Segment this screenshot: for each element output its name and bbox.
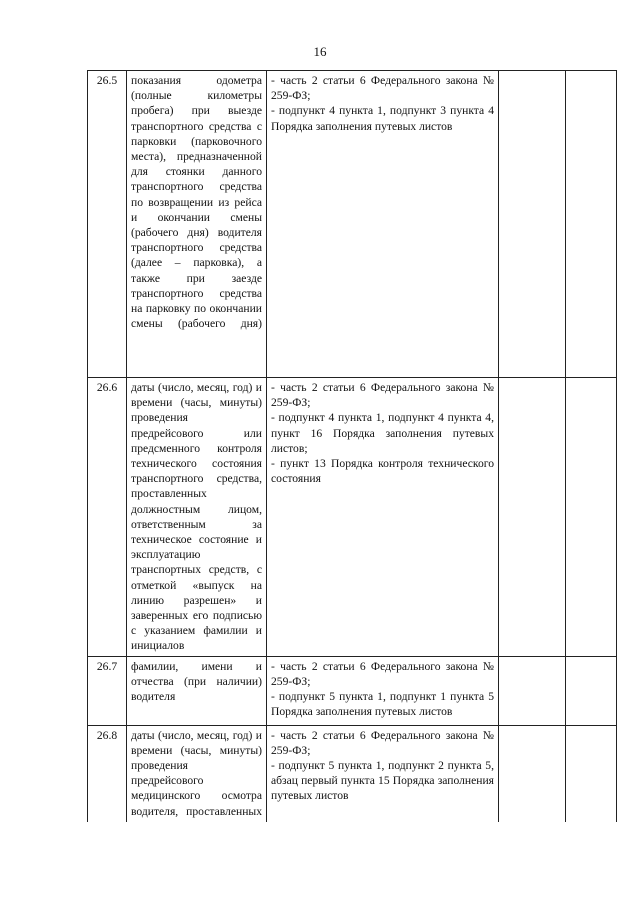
empty-cell	[499, 725, 566, 822]
table-row	[88, 656, 617, 725]
reference-item: - часть 2 статьи 6 Федерального закона № 259-ФЗ;	[271, 74, 494, 103]
row-description: фамилии, имени и отчества (при наличии) водителя	[127, 656, 267, 725]
row-number: 26.6	[88, 378, 127, 657]
empty-cell	[499, 656, 566, 725]
requirements-table	[87, 70, 617, 822]
reference-item: - подпункт 4 пункта 1, подпункт 3 пункта 4 Порядка заполнения путевых листов	[271, 104, 494, 133]
empty-cell	[566, 378, 617, 657]
row-number: 26.5	[88, 71, 127, 378]
reference-item: - часть 2 статьи 6 Федерального закона № 259-ФЗ;	[271, 728, 494, 757]
page-number: 16	[313, 44, 327, 59]
row-references	[267, 656, 499, 725]
row-number: 26.7	[88, 656, 127, 725]
reference-item: - подпункт 4 пункта 1, подпункт 4 пункта 4, пункт 16 Порядка заполнения путевых листов;	[271, 411, 494, 455]
row-references	[267, 71, 499, 378]
empty-cell	[566, 71, 617, 378]
table-row	[88, 725, 617, 822]
table-row	[88, 378, 617, 657]
reference-item: - подпункт 5 пункта 1, подпункт 1 пункта 5 Порядка заполнения путевых листов	[271, 690, 494, 719]
empty-cell	[499, 71, 566, 378]
empty-cell	[566, 656, 617, 725]
empty-cell	[566, 725, 617, 822]
row-description: даты (число, месяц, год) и времени (часы, минуты) проведения предрейсового или предсменного контроля технического состояния транспортного средства, проставленных должностным лицом, ответственным за техническое состояние и эксплуатацию транспортных средств, с отметкой «выпуск на линию разрешен» и заверенных его подписью с указанием фамилии и инициалов	[127, 378, 267, 657]
table-row	[88, 71, 617, 378]
reference-item: - часть 2 статьи 6 Федерального закона № 259-ФЗ;	[271, 381, 494, 410]
reference-item: - подпункт 5 пункта 1, подпункт 2 пункта 5, абзац первый пункта 15 Порядка заполнения путевых листов	[271, 759, 494, 803]
empty-cell	[499, 378, 566, 657]
reference-item: - пункт 13 Порядка контроля технического состояния	[271, 457, 494, 486]
row-references	[267, 378, 499, 657]
row-references	[267, 725, 499, 822]
row-description: даты (число, месяц, год) и времени (часы, минуты) проведения предрейсового медицинского осмотра водителя, проставленных	[127, 725, 267, 822]
reference-item: - часть 2 статьи 6 Федерального закона № 259-ФЗ;	[271, 659, 494, 688]
row-number: 26.8	[88, 725, 127, 822]
row-description: показания одометра (полные километры пробега) при выезде транспортного средства с парковки (парковочного места), предназначенной для стоянки данного транспортного средства по возвращении из рейса и окончании смены (рабочего дня) водителя транспортного средства (далее – парковка), а также при заезде транспортного средства на парковку по окончании смены (рабочего дня)	[127, 71, 267, 378]
